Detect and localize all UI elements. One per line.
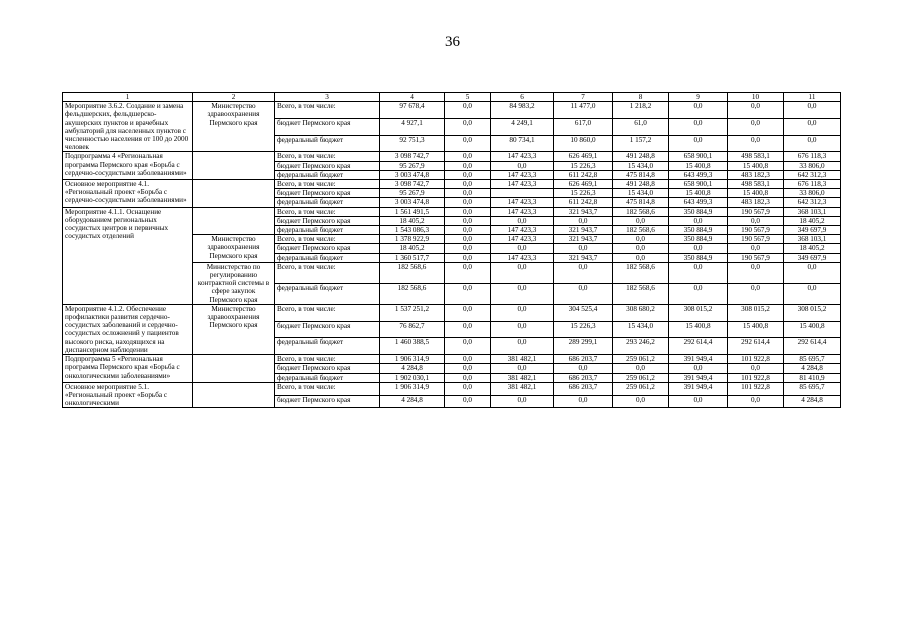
amount-cell: 676 118,3 [784, 152, 841, 161]
amount-cell: 321 943,7 [554, 226, 613, 235]
table-row [63, 102, 841, 119]
amount-cell: 676 118,3 [784, 180, 841, 189]
amount-cell: 686 203,7 [554, 382, 613, 395]
amount-cell: 483 182,3 [728, 198, 784, 207]
amount-cell: 15 226,3 [554, 321, 613, 338]
amount-cell: 0,0 [613, 235, 669, 244]
amount-cell: 391 949,4 [669, 382, 728, 395]
column-header-5: 5 [445, 93, 491, 102]
amount-cell: 0,0 [669, 118, 728, 135]
amount-cell: 0,0 [728, 102, 784, 119]
amount-cell: 18 405,2 [784, 244, 841, 253]
amount-cell: 0,0 [554, 262, 613, 283]
column-header-10: 10 [728, 93, 784, 102]
amount-cell: 0,0 [491, 321, 554, 338]
amount-cell: 0,0 [784, 118, 841, 135]
amount-cell: 643 499,3 [669, 198, 728, 207]
amount-cell: 642 312,3 [784, 170, 841, 179]
amount-cell: 182 568,6 [613, 262, 669, 283]
amount-cell: 0,0 [613, 216, 669, 225]
amount-cell: 0,0 [728, 135, 784, 152]
amount-cell: 0,0 [445, 170, 491, 179]
amount-cell: 0,0 [669, 244, 728, 253]
amount-cell: 0,0 [554, 283, 613, 304]
amount-cell: 0,0 [445, 364, 491, 373]
amount-cell: 259 061,2 [613, 373, 669, 382]
amount-cell: 0,0 [445, 226, 491, 235]
amount-cell: 1 218,2 [613, 102, 669, 119]
amount-cell: 491 248,8 [613, 180, 669, 189]
amount-cell: 0,0 [445, 135, 491, 152]
column-header-9: 9 [669, 93, 728, 102]
amount-cell: 147 423,3 [491, 207, 554, 216]
amount-cell: 182 568,6 [613, 226, 669, 235]
amount-cell: 0,0 [445, 118, 491, 135]
amount-cell: 0,0 [554, 244, 613, 253]
amount-cell: 391 949,4 [669, 373, 728, 382]
amount-cell: 15 226,3 [554, 189, 613, 198]
amount-cell: 350 884,9 [669, 207, 728, 216]
amount-cell: 321 943,7 [554, 253, 613, 262]
amount-cell: 95 267,9 [380, 161, 445, 170]
funding-source: Всего, в том числе: [275, 382, 380, 395]
funding-source: федеральный бюджет [275, 135, 380, 152]
amount-cell: 381 482,1 [491, 355, 554, 364]
amount-cell: 308 680,2 [613, 304, 669, 321]
amount-cell: 0,0 [445, 102, 491, 119]
amount-cell: 0,0 [445, 244, 491, 253]
amount-cell: 0,0 [491, 395, 554, 408]
activity-name: Основное мероприятие 5.1. «Региональный проект «Борьба с онкологическими [63, 382, 193, 408]
funding-source: Всего, в том числе: [275, 235, 380, 244]
amount-cell: 1 906 314,9 [380, 382, 445, 395]
amount-cell: 15 400,8 [669, 321, 728, 338]
amount-cell: 4 284,8 [380, 395, 445, 408]
amount-cell: 0,0 [728, 395, 784, 408]
amount-cell: 0,0 [445, 262, 491, 283]
amount-cell: 0,0 [728, 283, 784, 304]
amount-cell: 147 423,3 [491, 226, 554, 235]
amount-cell: 1 157,2 [613, 135, 669, 152]
amount-cell: 1 902 030,1 [380, 373, 445, 382]
amount-cell: 0,0 [613, 253, 669, 262]
amount-cell: 0,0 [554, 216, 613, 225]
executor-name [193, 152, 275, 180]
amount-cell: 147 423,3 [491, 152, 554, 161]
funding-source: бюджет Пермского края [275, 364, 380, 373]
amount-cell: 0,0 [445, 161, 491, 170]
amount-cell: 475 814,8 [613, 170, 669, 179]
amount-cell: 3 003 474,8 [380, 170, 445, 179]
amount-cell: 0,0 [491, 304, 554, 321]
amount-cell: 0,0 [728, 244, 784, 253]
page-number: 36 [445, 34, 460, 50]
amount-cell: 0,0 [491, 364, 554, 373]
table-row [63, 180, 841, 189]
amount-cell: 626 469,1 [554, 152, 613, 161]
table-row [63, 304, 841, 321]
amount-cell: 0,0 [445, 180, 491, 189]
amount-cell: 1 460 388,5 [380, 338, 445, 355]
amount-cell: 475 814,8 [613, 198, 669, 207]
amount-cell: 349 697,9 [784, 253, 841, 262]
amount-cell: 0,0 [669, 283, 728, 304]
amount-cell: 0,0 [784, 135, 841, 152]
amount-cell: 80 734,1 [491, 135, 554, 152]
amount-cell: 10 860,0 [554, 135, 613, 152]
amount-cell: 658 900,1 [669, 152, 728, 161]
funding-source: федеральный бюджет [275, 373, 380, 382]
executor-name [193, 355, 275, 383]
activity-name: Основное мероприятие 4.1. «Региональный проект «Борьба с сердечно-сосудистыми заболеваниями» [63, 180, 193, 208]
amount-cell: 611 242,8 [554, 170, 613, 179]
amount-cell: 76 862,7 [380, 321, 445, 338]
amount-cell: 3 003 474,8 [380, 198, 445, 207]
amount-cell: 498 583,1 [728, 152, 784, 161]
amount-cell: 190 567,9 [728, 207, 784, 216]
amount-cell: 643 499,3 [669, 170, 728, 179]
funding-source: Всего, в том числе: [275, 304, 380, 321]
amount-cell: 15 400,8 [728, 161, 784, 170]
amount-cell: 15 400,8 [669, 161, 728, 170]
funding-source: федеральный бюджет [275, 226, 380, 235]
amount-cell: 182 568,6 [380, 283, 445, 304]
amount-cell: 289 299,1 [554, 338, 613, 355]
amount-cell: 1 906 314,9 [380, 355, 445, 364]
amount-cell: 0,0 [669, 364, 728, 373]
amount-cell: 0,0 [554, 364, 613, 373]
amount-cell: 259 061,2 [613, 382, 669, 395]
amount-cell: 0,0 [784, 102, 841, 119]
amount-cell: 259 061,2 [613, 355, 669, 364]
table-row [63, 152, 841, 161]
amount-cell: 1 543 086,3 [380, 226, 445, 235]
funding-source: федеральный бюджет [275, 283, 380, 304]
amount-cell: 308 015,2 [784, 304, 841, 321]
executor-name [193, 180, 275, 208]
amount-cell: 292 614,4 [669, 338, 728, 355]
amount-cell: 15 226,3 [554, 161, 613, 170]
amount-cell: 686 203,7 [554, 373, 613, 382]
amount-cell: 626 469,1 [554, 180, 613, 189]
amount-cell: 0,0 [784, 262, 841, 283]
activity-name: Мероприятие 3.6.2. Создание и замена фельдшерских, фельдшерско-акушерских пунктов и врачебных амбулаторий для населенных пунктов с численностью населения от 100 до 2000 человек [63, 102, 193, 152]
amount-cell: 308 015,2 [669, 304, 728, 321]
amount-cell: 0,0 [445, 338, 491, 355]
amount-cell: 182 568,6 [613, 283, 669, 304]
amount-cell: 0,0 [669, 395, 728, 408]
executor-name: Министерство здравоохранения Пермского края [193, 235, 275, 263]
amount-cell: 368 103,1 [784, 207, 841, 216]
amount-cell: 4 284,8 [380, 364, 445, 373]
funding-source: Всего, в том числе: [275, 180, 380, 189]
funding-source: бюджет Пермского края [275, 395, 380, 408]
funding-source: федеральный бюджет [275, 198, 380, 207]
amount-cell: 18 405,2 [784, 216, 841, 225]
amount-cell: 0,0 [491, 338, 554, 355]
amount-cell: 147 423,3 [491, 198, 554, 207]
amount-cell: 18 405,2 [380, 216, 445, 225]
column-header-2: 2 [193, 93, 275, 102]
amount-cell: 304 525,4 [554, 304, 613, 321]
amount-cell: 0,0 [445, 382, 491, 395]
amount-cell: 4 284,8 [784, 364, 841, 373]
amount-cell: 15 400,8 [728, 321, 784, 338]
amount-cell: 0,0 [669, 262, 728, 283]
amount-cell: 11 477,0 [554, 102, 613, 119]
activity-name: Мероприятие 4.1.2. Обеспечение профилактики развития сердечно-сосудистых заболеваний и сердечно-сосудистых осложнений у пациентов высокого риска, находящихся на диспансерном наблюдении [63, 304, 193, 354]
amount-cell: 0,0 [445, 283, 491, 304]
amount-cell: 1 561 491,5 [380, 207, 445, 216]
amount-cell: 0,0 [445, 207, 491, 216]
amount-cell: 4 284,8 [784, 395, 841, 408]
funding-source: федеральный бюджет [275, 170, 380, 179]
activity-name: Мероприятие 4.1.1. Оснащение оборудованием региональных сосудистых центров и первичных сосудистых отделений [63, 207, 193, 304]
amount-cell: 33 806,0 [784, 189, 841, 198]
funding-source: федеральный бюджет [275, 253, 380, 262]
amount-cell: 0,0 [445, 373, 491, 382]
amount-cell: 15 400,8 [784, 321, 841, 338]
amount-cell: 1 537 251,2 [380, 304, 445, 321]
amount-cell: 0,0 [445, 395, 491, 408]
amount-cell: 0,0 [491, 262, 554, 283]
header-row [63, 93, 841, 102]
amount-cell: 0,0 [613, 395, 669, 408]
amount-cell: 101 922,8 [728, 382, 784, 395]
column-header-11: 11 [784, 93, 841, 102]
amount-cell: 147 423,3 [491, 170, 554, 179]
table-row [63, 382, 841, 395]
amount-cell: 0,0 [491, 244, 554, 253]
amount-cell: 0,0 [445, 216, 491, 225]
amount-cell: 101 922,8 [728, 355, 784, 364]
amount-cell: 1 360 517,7 [380, 253, 445, 262]
amount-cell: 686 203,7 [554, 355, 613, 364]
amount-cell: 350 884,9 [669, 235, 728, 244]
amount-cell: 0,0 [445, 355, 491, 364]
amount-cell: 95 267,9 [380, 189, 445, 198]
amount-cell: 381 482,1 [491, 373, 554, 382]
amount-cell: 81 410,9 [784, 373, 841, 382]
amount-cell: 293 246,2 [613, 338, 669, 355]
amount-cell: 0,0 [445, 304, 491, 321]
amount-cell: 15 400,8 [728, 189, 784, 198]
executor-name: Министерство по регулированию контрактной системы в сфере закупок Пермского края [193, 262, 275, 304]
amount-cell: 381 482,1 [491, 382, 554, 395]
amount-cell: 147 423,3 [491, 253, 554, 262]
amount-cell: 0,0 [728, 118, 784, 135]
executor-name: Министерство здравоохранения Пермского края [193, 304, 275, 354]
funding-source: бюджет Пермского края [275, 161, 380, 170]
amount-cell: 15 434,0 [613, 321, 669, 338]
table-row [63, 207, 841, 216]
amount-cell: 147 423,3 [491, 180, 554, 189]
amount-cell: 0,0 [784, 283, 841, 304]
amount-cell: 0,0 [491, 216, 554, 225]
amount-cell: 349 697,9 [784, 226, 841, 235]
budget-table [62, 92, 841, 408]
amount-cell: 0,0 [491, 161, 554, 170]
amount-cell: 1 378 922,9 [380, 235, 445, 244]
amount-cell: 92 751,3 [380, 135, 445, 152]
amount-cell: 483 182,3 [728, 170, 784, 179]
amount-cell: 147 423,3 [491, 235, 554, 244]
amount-cell: 4 249,1 [491, 118, 554, 135]
amount-cell: 617,0 [554, 118, 613, 135]
amount-cell: 0,0 [613, 244, 669, 253]
amount-cell: 0,0 [728, 364, 784, 373]
amount-cell [491, 189, 554, 198]
amount-cell: 308 015,2 [728, 304, 784, 321]
funding-source: бюджет Пермского края [275, 189, 380, 198]
amount-cell: 182 568,6 [380, 262, 445, 283]
executor-name: Министерство здравоохранения Пермского края [193, 102, 275, 152]
amount-cell: 642 312,3 [784, 198, 841, 207]
amount-cell: 0,0 [491, 283, 554, 304]
amount-cell: 350 884,9 [669, 253, 728, 262]
amount-cell: 0,0 [669, 216, 728, 225]
amount-cell: 15 400,8 [669, 189, 728, 198]
amount-cell: 391 949,4 [669, 355, 728, 364]
amount-cell: 33 806,0 [784, 161, 841, 170]
amount-cell: 3 098 742,7 [380, 152, 445, 161]
column-header-3: 3 [275, 93, 380, 102]
funding-source: бюджет Пермского края [275, 244, 380, 253]
amount-cell: 182 568,6 [613, 207, 669, 216]
executor-name [193, 207, 275, 235]
amount-cell: 4 927,1 [380, 118, 445, 135]
activity-name: Подпрограмма 4 «Региональная программа Пермского края «Борьба с сердечно-сосудистыми заболеваниями» [63, 152, 193, 180]
funding-source: Всего, в том числе: [275, 262, 380, 283]
amount-cell: 0,0 [445, 152, 491, 161]
column-header-7: 7 [554, 93, 613, 102]
funding-source: Всего, в том числе: [275, 207, 380, 216]
amount-cell: 491 248,8 [613, 152, 669, 161]
amount-cell: 368 103,1 [784, 235, 841, 244]
amount-cell: 85 695,7 [784, 355, 841, 364]
amount-cell: 0,0 [613, 364, 669, 373]
amount-cell: 0,0 [445, 321, 491, 338]
amount-cell: 84 983,2 [491, 102, 554, 119]
amount-cell: 321 943,7 [554, 207, 613, 216]
amount-cell: 658 900,1 [669, 180, 728, 189]
amount-cell: 190 567,9 [728, 253, 784, 262]
funding-source: бюджет Пермского края [275, 321, 380, 338]
amount-cell: 190 567,9 [728, 235, 784, 244]
amount-cell: 0,0 [728, 216, 784, 225]
column-header-6: 6 [491, 93, 554, 102]
executor-name [193, 382, 275, 408]
amount-cell: 101 922,8 [728, 373, 784, 382]
amount-cell: 85 695,7 [784, 382, 841, 395]
amount-cell: 0,0 [445, 235, 491, 244]
amount-cell: 97 678,4 [380, 102, 445, 119]
amount-cell: 292 614,4 [784, 338, 841, 355]
amount-cell: 498 583,1 [728, 180, 784, 189]
amount-cell: 15 434,0 [613, 189, 669, 198]
amount-cell: 611 242,8 [554, 198, 613, 207]
amount-cell: 15 434,0 [613, 161, 669, 170]
column-header-1: 1 [63, 93, 193, 102]
funding-source: Всего, в том числе: [275, 102, 380, 119]
amount-cell: 350 884,9 [669, 226, 728, 235]
funding-source: бюджет Пермского края [275, 118, 380, 135]
amount-cell: 0,0 [728, 262, 784, 283]
funding-source: Всего, в том числе: [275, 152, 380, 161]
funding-source: Всего, в том числе: [275, 355, 380, 364]
activity-name: Подпрограмма 5 «Региональная программа Пермского края «Борьба с онкологическими заболеваниями» [63, 355, 193, 383]
column-header-4: 4 [380, 93, 445, 102]
column-header-8: 8 [613, 93, 669, 102]
amount-cell: 0,0 [445, 189, 491, 198]
amount-cell: 0,0 [669, 135, 728, 152]
amount-cell: 18 405,2 [380, 244, 445, 253]
amount-cell: 321 943,7 [554, 235, 613, 244]
amount-cell: 3 098 742,7 [380, 180, 445, 189]
funding-source: бюджет Пермского края [275, 216, 380, 225]
amount-cell: 0,0 [669, 102, 728, 119]
amount-cell: 292 614,4 [728, 338, 784, 355]
amount-cell: 190 567,9 [728, 226, 784, 235]
funding-source: федеральный бюджет [275, 338, 380, 355]
amount-cell: 0,0 [445, 253, 491, 262]
amount-cell: 0,0 [445, 198, 491, 207]
amount-cell: 0,0 [554, 395, 613, 408]
table-row [63, 355, 841, 364]
amount-cell: 61,0 [613, 118, 669, 135]
